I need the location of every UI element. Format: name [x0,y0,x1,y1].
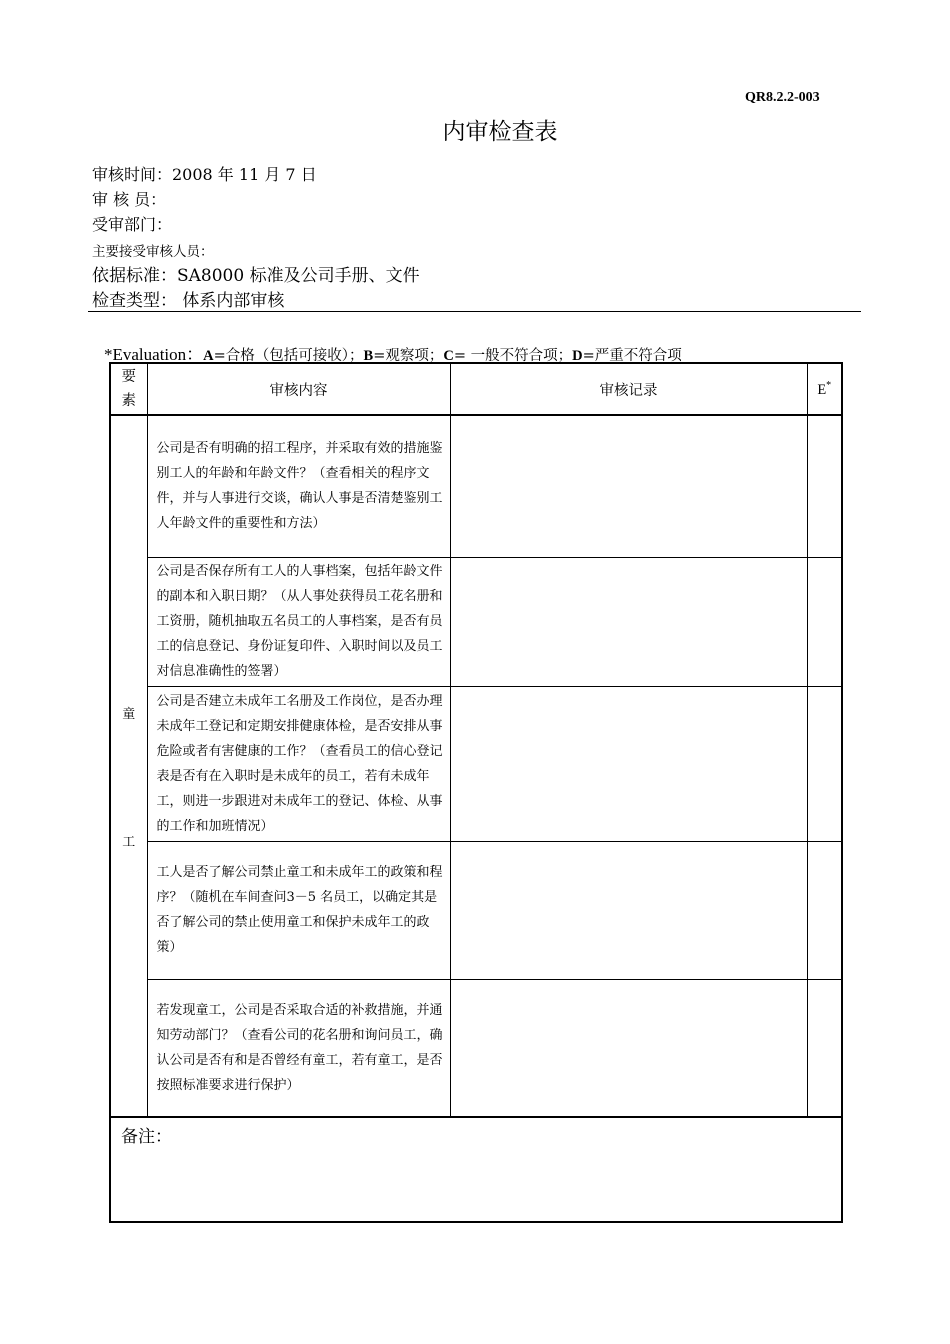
eval-text-a: =合格（包括可接收）； [213,348,364,364]
table-row [110,557,842,686]
evaluation-cell[interactable] [807,841,842,979]
header-element-line2: 素 [121,393,136,409]
table-header-row [110,363,842,415]
eval-key-a: A [203,348,214,364]
page-title: 内审检查表 [442,119,558,145]
audit-record-cell[interactable] [450,979,807,1117]
header-element [110,363,147,415]
header-element-line1: 要 [121,369,136,385]
header-evaluation [807,363,842,415]
evaluation-cell[interactable] [807,557,842,686]
remarks-label: 备注： [121,1127,172,1147]
table-row [110,841,842,979]
audited-department: 受审部门： [92,215,173,234]
category-char-1: 童 [122,707,136,722]
audit-content: 公司是否有明确的招工程序，并采取有效的措施鉴别工人的年龄和年龄文件？（查看相关的程序文件，并与人事进行交谈，确认人事是否清楚鉴别工人年龄文件的重要性和方法） [147,415,450,557]
audit-content: 公司是否建立未成年工名册及工作岗位，是否办理未成年工登记和定期安排健康体检，是否安排从事危险或者有害健康的工作？（查看员工的信心登记表是否有在入职时是未成年的员工，若有未成年工，则进一步跟进对未成年工的登记、体检、从事的工作和加班情况） [147,686,450,841]
header-e-mark: * [826,379,832,391]
auditees: 主要接受审核人员： [92,244,214,260]
audit-record-cell[interactable] [450,841,807,979]
eval-text-c: = 一般不符合项； [453,348,573,364]
evaluation-lead: *Evaluation： [104,345,204,364]
audit-type: 检查类型： 体系内部审核 [92,291,285,311]
header-content: 审核内容 [147,363,450,415]
auditor: 审 核 员： [92,190,167,209]
audit-time: 审核时间：2008 年 11 月 7 日 [92,165,317,184]
header-e-letter: E [817,381,827,398]
remarks-cell[interactable] [110,1117,842,1222]
eval-key-d: D [572,348,583,364]
eval-text-b: =观察项； [373,348,444,364]
audit-record-cell[interactable] [450,557,807,686]
eval-text-d: =严重不符合项 [582,348,682,364]
audit-content: 若发现童工，公司是否采取合适的补救措施，并通知劳动部门？（查看公司的花名册和询问员工，确认公司是否有和是否曾经有童工，若有童工，是否按照标准要求进行保护） [147,979,450,1117]
audit-content: 工人是否了解公司禁止童工和未成年工的政策和程序？（随机在车间查问3－5 名员工，以确定其是否了解公司的禁止使用童工和保护未成年工的政策） [147,841,450,979]
evaluation-cell[interactable] [807,686,842,841]
eval-key-b: B [363,348,374,364]
evaluation-cell[interactable] [807,979,842,1117]
category-char-2: 工 [122,835,136,850]
table-row [110,415,842,557]
audit-record-cell[interactable] [450,415,807,557]
audit-record-cell[interactable] [450,686,807,841]
header-record: 审核记录 [450,363,807,415]
header-divider [88,311,861,312]
category-cell [110,415,147,1117]
evaluation-cell[interactable] [807,415,842,557]
table-row [110,686,842,841]
audit-content: 公司是否保存所有工人的人事档案，包括年龄文件的副本和入职日期？（从人事处获得员工花名册和工资册，随机抽取五名员工的人事档案，是否有员工的信息登记、身份证复印件、入职时间以及员工对信息准确性的签署） [147,557,450,686]
audit-table [109,362,843,1223]
document-code: QR8.2.2-003 [745,90,820,105]
audit-basis: 依据标准：SA8000 标准及公司手册、文件 [92,266,420,286]
table-row [110,979,842,1117]
remarks-row [110,1117,842,1222]
eval-key-c: C [443,348,454,364]
